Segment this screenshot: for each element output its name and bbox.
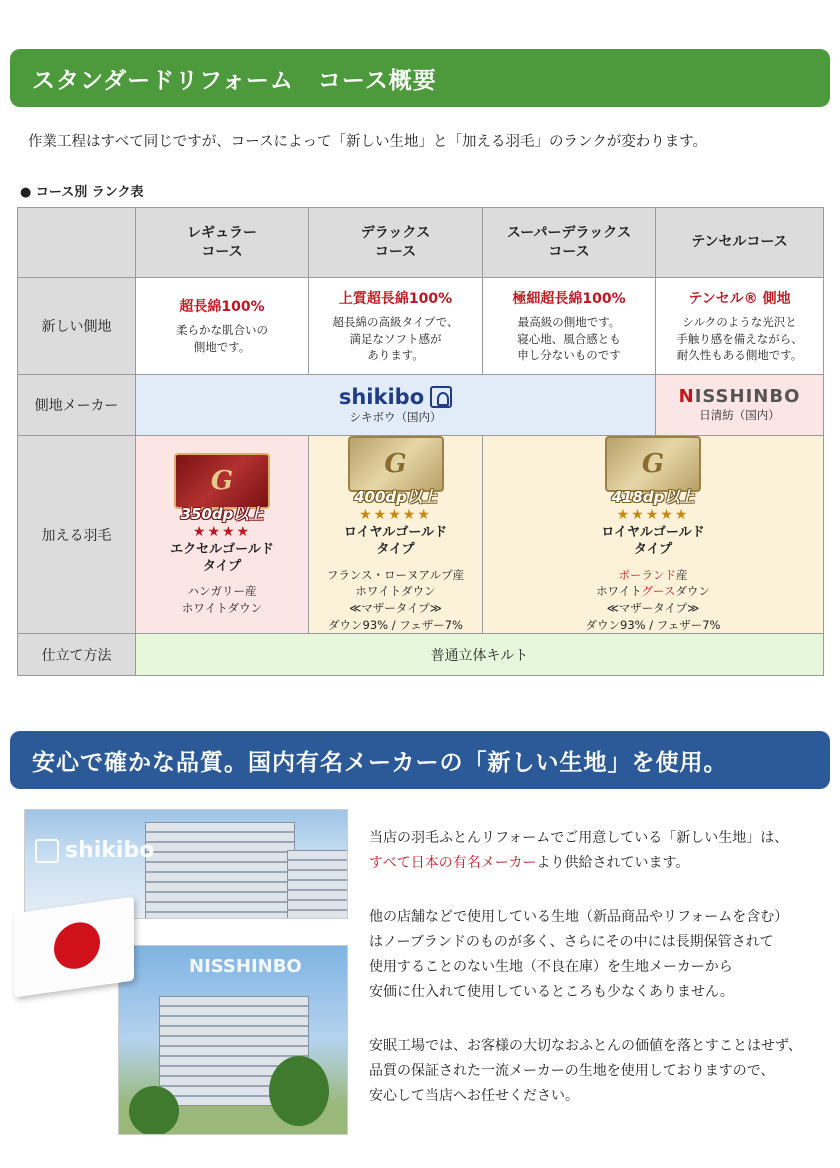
shikibo-building-photo	[24, 809, 348, 919]
header-tencel: テンセルコース	[656, 208, 824, 278]
table-row-down	[18, 436, 824, 634]
rating-stars: ★★★★★	[359, 507, 432, 523]
nisshinbo-photo-logo: NISSHINBO	[189, 956, 302, 977]
shikibo-mark-icon	[430, 386, 452, 408]
fabric-deluxe: 上質超長綿100% 超長綿の高級タイプで、 満足なソフト感が あります。	[309, 278, 483, 375]
paragraph-other-stores: 他の店舗などで使用している生地（新品商品やリフォームを含む） はノーブランドのものが多く、さらにその中には長期保管されて 使用することのない生地（不良在庫）を生地メーカーから 安価に仕入れて使用しているところも少なくありません。	[369, 909, 789, 1000]
table-header-row	[18, 208, 824, 278]
row-label-finish: 仕立て方法	[18, 634, 136, 676]
nisshinbo-logo: NISSHINBO	[678, 386, 801, 408]
paragraph-supply: 当店の羽毛ふとんリフォームでご用意している「新しい生地」は、 すべて日本の有名メーカーより供給されています。	[369, 830, 789, 871]
course-rank-table	[17, 207, 824, 676]
fabric-regular: 超長綿100% 柔らかな肌合いの 側地です。	[136, 278, 309, 375]
header-deluxe: デラックス コース	[309, 208, 483, 278]
rating-stars: ★★★★★	[616, 507, 690, 523]
header-super-deluxe: スーパーデラックス コース	[483, 208, 656, 278]
header-regular: レギュラー コース	[136, 208, 309, 278]
down-regular: G 350dp以上 ★★★★ エクセルゴールド タイプ ハンガリー産 ホワイトダウン	[136, 436, 309, 634]
fabric-tencel: テンセル® 側地 シルクのような光沢と 手触り感を備えながら、 耐久性もある側地です。	[656, 278, 824, 375]
table-row-finish	[18, 634, 824, 676]
fabric-super-deluxe: 極細超長綿100% 最高級の側地です。 寝心地、風合感とも 申し分ないものです	[483, 278, 656, 375]
shikibo-mark-icon	[35, 839, 59, 863]
row-label-fabric: 新しい側地	[18, 278, 136, 375]
header-empty-cell	[18, 208, 136, 278]
intro-text: 作業工程はすべて同じですが、コースによって「新しい生地」と「加える羽毛」のランクが変わります。	[28, 134, 708, 150]
shikibo-photo-logo: shikibo	[35, 838, 154, 863]
down-deluxe: G 400dp以上 ★★★★★ ロイヤルゴールド タイプ フランス・ローヌアルプ産 ホワイトダウン ≪マザータイプ≫ ダウン93% / フェザー7%	[309, 436, 483, 634]
paragraph-assurance: 安眠工場では、お客様の大切なおふとんの価値を落とすことはせず、 品質の保証された一流メーカーの生地を使用しておりますので、 安心して当店へお任せください。	[369, 1038, 802, 1104]
excel-gold-badge-icon: G	[174, 453, 270, 509]
finish-value: 普通立体キルト	[136, 634, 824, 676]
row-label-down: 加える羽毛	[18, 436, 136, 634]
nisshinbo-building-photo	[118, 945, 348, 1135]
shikibo-logo: shikibo	[339, 385, 452, 409]
section-title-quality: 安心で確かな品質。国内有名メーカーの「新しい生地」を使用。	[10, 731, 830, 789]
royal-gold-badge-icon: G	[348, 436, 444, 492]
rating-stars: ★★★★	[192, 523, 252, 540]
down-super-deluxe-tencel: G 418dp以上 ★★★★★ ロイヤルゴールド タイプ ポーランド産 ホワイトグースダウン ≪マザータイプ≫ ダウン93% / フェザー7%	[483, 436, 824, 634]
royal-gold-badge-icon: G	[605, 436, 701, 492]
rank-table-title: ● コース別 ランク表	[20, 185, 144, 200]
japan-flag-icon	[14, 897, 134, 998]
table-row-fabric	[18, 278, 824, 375]
maker-nisshinbo: NISSHINBO 日清紡（国内）	[656, 375, 824, 436]
row-label-maker: 側地メーカー	[18, 375, 136, 436]
table-row-maker	[18, 375, 824, 436]
section-title-course-overview: スタンダードリフォーム コース概要	[10, 49, 830, 107]
maker-shikibo: shikibo シキボウ（国内）	[136, 375, 656, 436]
